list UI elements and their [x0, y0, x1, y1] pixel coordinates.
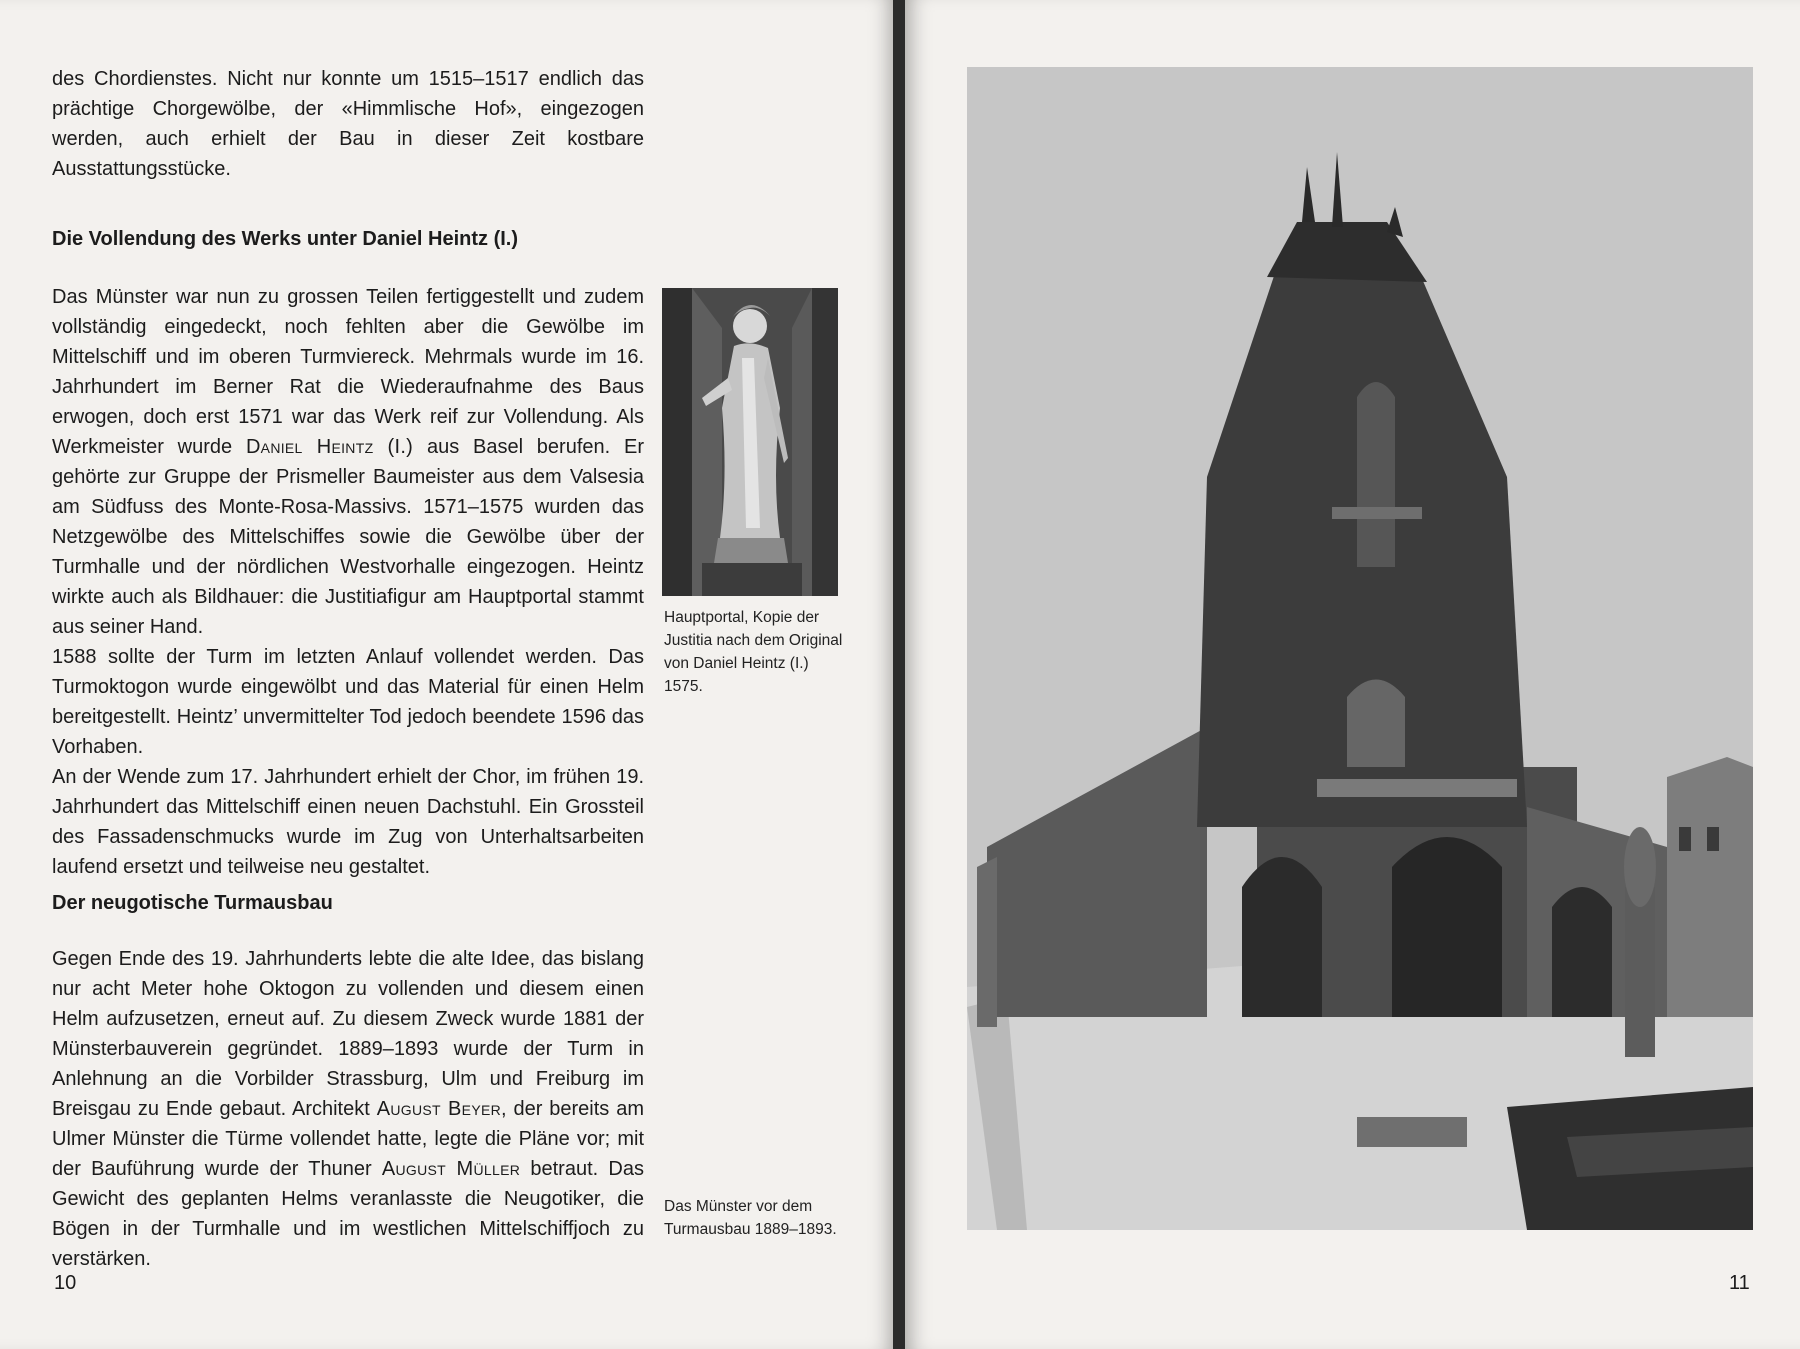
page-number-right: 11: [1729, 1272, 1750, 1294]
paragraph-heintz-end: aus Basel berufen. Er gehörte zur Gruppe der Prismeller Baumeister aus dem Valsesia am Südfuss des Monte-Rosa-Massivs. 1571–1575 wurden das Netzgewölbe des Mittelschiffes sowie die Gewölbe über der Turmhalle und der nördlichen Westvorhalle eingezogen. Heintz wirkte auch als Bildhauer: die Justitiafigur am Hauptportal stammt aus seiner Hand.: [52, 436, 644, 638]
intro-text: des Chordienstes. Nicht nur konnte um 1515–1517 endlich das prächtige Chorgewölbe, der «Himmlische Hof», eingezogen werden, auch erhielt der Bau in dieser Zeit kostbare Ausstattungsstücke.: [52, 68, 644, 180]
paragraph-turmausbau: [52, 944, 644, 1274]
page-number-left: 10: [54, 1272, 77, 1294]
left-page: [0, 0, 895, 1349]
caption-cathedral: Das Münster vor dem Turmausbau 1889–1893.: [664, 1198, 837, 1238]
intro-paragraph: [52, 64, 644, 184]
justitia-photo: [662, 288, 838, 596]
name-august-beyer: August Beyer: [376, 1098, 502, 1120]
paragraph-dachstuhl: An der Wende zum 17. Jahrhundert erhielt der Chor, im frühen 19. Jahrhundert das Mittelschiff einen neuen Dachstuhl. Ein Grossteil des Fassadenschmucks wurde im Zug von Unterhaltsarbeiten laufend ersetzt und teilweise neu gestaltet.: [52, 766, 644, 878]
caption-justitia: Hauptportal, Kopie der Justitia nach dem Original von Daniel Heintz (I.) 1575.: [664, 609, 843, 695]
turmausbau-text-c: betraut. Das Gewicht des geplanten Helms veranlasste die Neugotiker, die Bögen in der Turmhalle und im westlichen Mittelschiffjoch zu verstärken.: [52, 1158, 644, 1270]
section-heading-vollendung: Die Vollendung des Werks unter Daniel Heintz (I.): [52, 228, 518, 250]
name-august-mueller: August Müller: [381, 1158, 521, 1180]
cathedral-illustration: [967, 67, 1753, 1230]
turmausbau-text-b: , der bereits am Ulmer Münster die Türme vollendet hatte, legte die Pläne vor; mit der Bauführung wurde der Thuner: [52, 1098, 644, 1180]
paragraph-heintz: [52, 282, 644, 642]
section-turmausbau-body: [52, 944, 644, 1274]
name-daniel-heintz: Daniel Heintz (I.): [245, 436, 414, 458]
paragraph-turm-1588: 1588 sollte der Turm im letzten Anlauf vollendet werden. Das Turmoktogon wurde eingewölbt und das Material für einen Helm bereitgestellt. Heintz’ unvermittelter Tod jedoch beendete 1596 das Vorhaben.: [52, 646, 644, 758]
paragraph-heintz-start: Das Münster war nun zu grossen Teilen fertiggestellt und zudem vollständig eingedeckt, noch fehlten aber die Gewölbe im Mittelschiff und im oberen Turmviereck. Mehrmals wurde im 16. Jahrhundert im Berner Rat die Wiederaufnahme des Baus erwogen, doch erst 1571 war das Werk reif zur Vollendung. Als Werkmeister wurde: [52, 286, 644, 458]
cathedral-photo: [967, 67, 1753, 1230]
turmausbau-text-a: Gegen Ende des 19. Jahrhunderts lebte die alte Idee, das bislang nur acht Meter hohe Oktogon zu vollenden und diesem einen Helm aufzusetzen, erneut auf. Zu diesem Zweck wurde 1881 der Münsterbauverein gegründet. 1889–1893 wurde der Turm in Anlehnung an die Vorbilder Strassburg, Ulm und Freiburg im Breisgau zu Ende gebaut. Architekt: [52, 948, 644, 1120]
justitia-figure-illustration: [662, 288, 838, 596]
section-heading-turmausbau: Der neugotische Turmausbau: [52, 892, 333, 914]
section-vollendung-body: [52, 282, 644, 882]
